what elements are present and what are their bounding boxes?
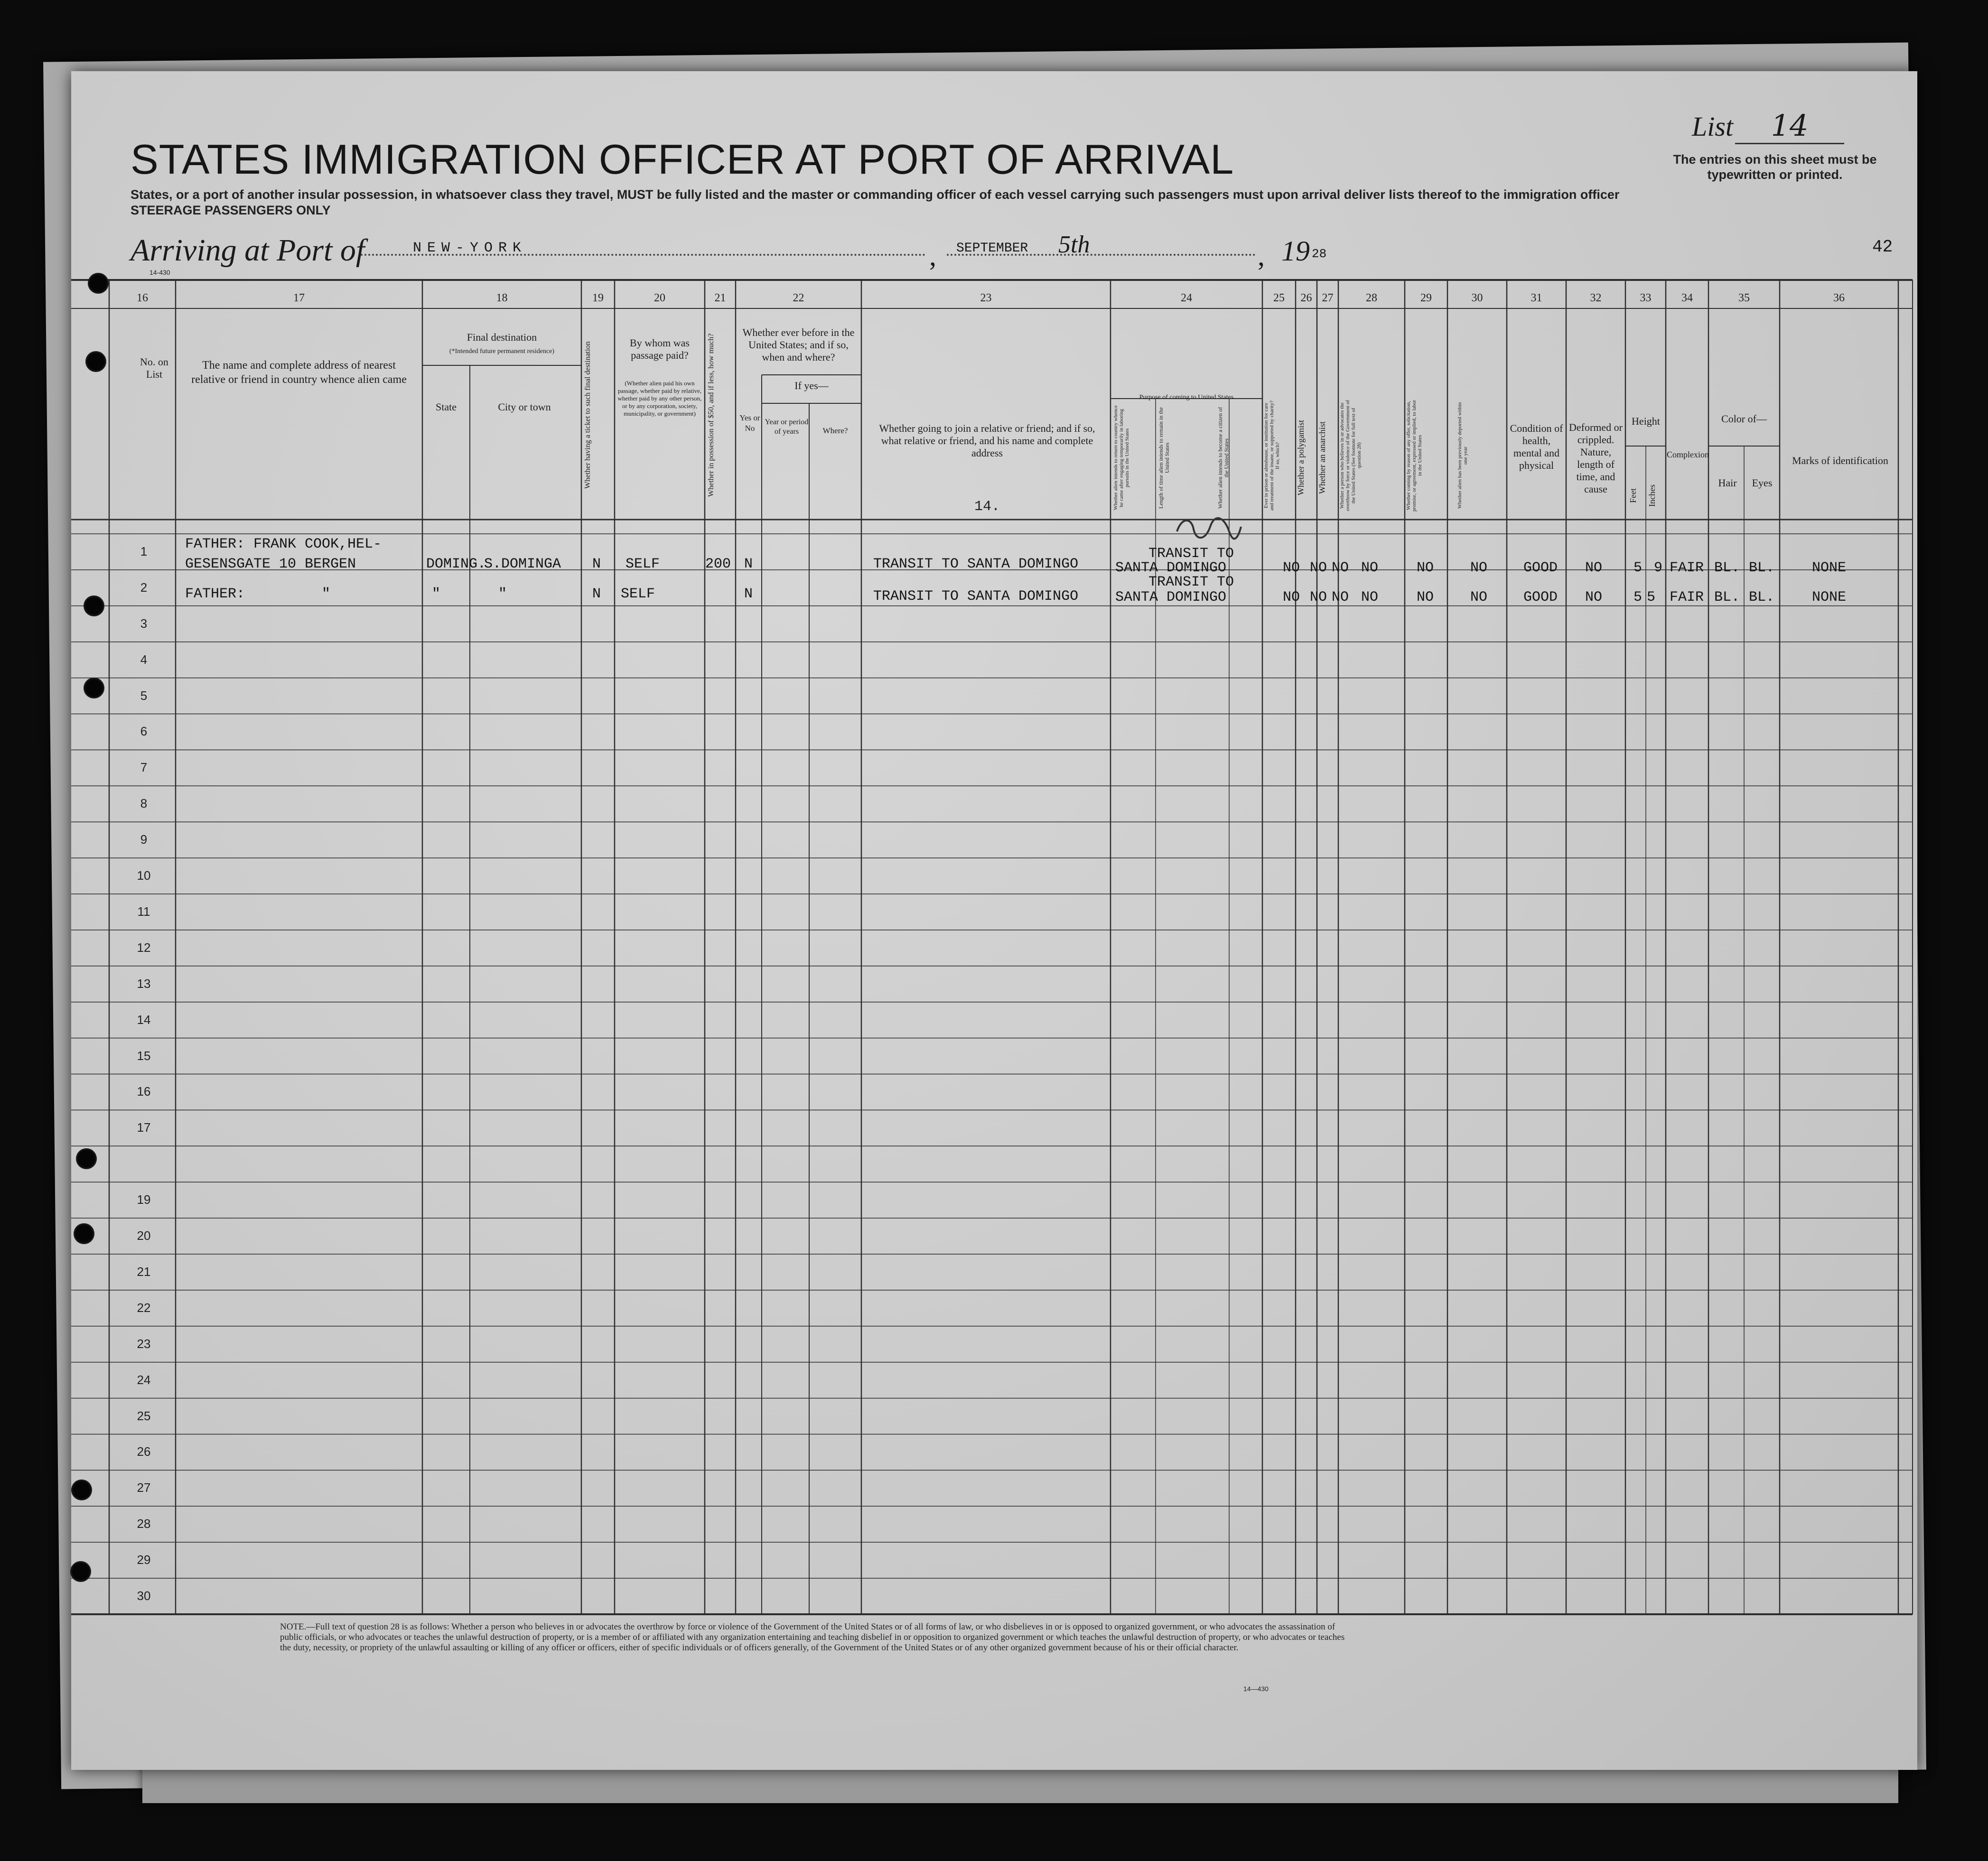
row1-complexion: FAIR xyxy=(1670,560,1704,576)
hdr-deformed: Deformed or crippled. Nature, length of time, and cause xyxy=(1568,421,1623,495)
row-number: 16 xyxy=(137,1084,151,1099)
steerage-label: STEERAGE PASSENGERS ONLY xyxy=(131,203,331,217)
hdr-purpose-b: Length of time alien intends to remain in the United States xyxy=(1157,407,1170,509)
hdr-city: City or town xyxy=(498,401,551,413)
row1-eyes: BL. xyxy=(1749,560,1775,576)
row-number: 21 xyxy=(137,1264,151,1279)
colnum-32: 32 xyxy=(1590,292,1602,304)
page-number: 42 xyxy=(1872,237,1893,257)
row2-q28: NO xyxy=(1361,589,1379,605)
comma-2: , xyxy=(1258,240,1265,271)
row2-q29: NO xyxy=(1417,589,1434,605)
colnum-30: 30 xyxy=(1471,292,1483,304)
hdr-before-us: Whether ever before in the United States; and if so, when and where? xyxy=(742,326,855,363)
row2-paid-by: SELF xyxy=(621,586,655,602)
row2-city: " xyxy=(498,586,507,602)
row-number: 6 xyxy=(140,724,148,739)
row2-deformed: NO xyxy=(1585,589,1603,605)
colnum-33: 33 xyxy=(1640,292,1652,304)
hdr-eyes: Eyes xyxy=(1752,477,1773,489)
hdr-complexion: Complexion xyxy=(1667,450,1709,459)
colnum-34: 34 xyxy=(1681,292,1693,304)
row1-q30: NO xyxy=(1470,560,1488,576)
row2-polygamist: NO xyxy=(1310,589,1327,605)
hdr-yes-no: Yes or No xyxy=(739,413,760,433)
footnote: NOTE.—Full text of question 28 is as follows: Whether a person who believes in or advocates the overthrow by force or violence of the Government of the United States or of all forms of law, or who disbelieves in or is opposed to organized government, or who advocates the assassination of public officials, or who advocates or teaches the unlawful destruction of property, or is a member of or affiliated with any organization entertaining and teaching disbelief in or opposition to organized government or which teaches the unlawful destruction of property, or who advocates or teaches the duty, necessity, or propriety of the unlawful assaulting or killing of any officer or officers, either of specific individuals or of officers generally, of the Government of the United States or of any other organized government because of his or their official character. xyxy=(280,1622,1345,1653)
hdr-q30: Whether alien has been previously deported within one year xyxy=(1457,402,1468,509)
row-number: 1 xyxy=(140,544,148,558)
entries-note: The entries on this sheet must be typewritten or printed. xyxy=(1673,152,1877,182)
hdr-passage-paid-note: (Whether alien paid his own passage, whether paid by relative, whether paid by any other person, or by any corporation, society, municipality, or government) xyxy=(617,380,702,417)
colnum-22: 22 xyxy=(793,292,804,304)
row2-join: TRANSIT TO SANTA DOMINGO xyxy=(873,588,1079,605)
row2-complexion: FAIR xyxy=(1670,589,1704,605)
hdr-relative-address: The name and complete address of nearest relative or friend in country whence alien came xyxy=(191,359,407,386)
row-number: 23 xyxy=(137,1336,151,1351)
row-number: 15 xyxy=(137,1048,151,1063)
hdr-q29: Whether coming by reason of any offer, solicitation, promise, or agreement, expressed or implied, to labor in the United States xyxy=(1406,400,1423,512)
row-number: 13 xyxy=(137,976,151,991)
row-number: 12 xyxy=(137,940,151,955)
row1-relative-line2: GESENSGATE 10 BERGEN xyxy=(185,556,356,572)
colnum-29: 29 xyxy=(1420,292,1432,304)
row-number: 10 xyxy=(137,868,151,883)
hdr-purpose-a: Whether alien intends to return to country whence he came after engaging temporarily in laboring pursuits in the United States xyxy=(1113,405,1130,511)
row2-anarchist: NO xyxy=(1332,589,1349,605)
hdr-marks: Marks of identification xyxy=(1792,455,1888,466)
row1-deformed: NO xyxy=(1585,560,1603,576)
colnum-24: 24 xyxy=(1181,292,1192,304)
colnum-28: 28 xyxy=(1366,292,1377,304)
colnum-20: 20 xyxy=(654,292,665,304)
hdr-join-relative: Whether going to join a relative or friend; and if so, what relative or friend, and his name and complete address xyxy=(879,422,1095,459)
colnum-19: 19 xyxy=(592,292,604,304)
row1-state: DOMING. xyxy=(426,556,486,572)
row-number: 14 xyxy=(137,1012,151,1027)
row-number: 17 xyxy=(137,1120,151,1135)
row1-money: 200 xyxy=(705,556,731,572)
hdr-money: Whether in possession of $50, and if less, how much? xyxy=(707,333,715,497)
year-prefix: 19 xyxy=(1281,235,1310,267)
colnum-16: 16 xyxy=(137,292,148,304)
hdr-final-destination: Final destination xyxy=(467,331,537,343)
hdr-passage-paid: By whom was passage paid? xyxy=(630,337,690,361)
hdr-if-yes: If yes— xyxy=(794,380,829,391)
colnum-31: 31 xyxy=(1531,292,1542,304)
footnote-code: 14—430 xyxy=(1243,1685,1269,1693)
colnum-17: 17 xyxy=(293,292,305,304)
row2-feet: 5 xyxy=(1633,589,1643,605)
row2-q30: NO xyxy=(1470,589,1488,605)
colnum-21: 21 xyxy=(714,292,726,304)
colnum-27: 27 xyxy=(1322,292,1334,304)
row1-q28: NO xyxy=(1361,560,1379,576)
hdr-height: Height xyxy=(1632,415,1660,427)
binder-hole xyxy=(88,273,109,294)
row-number: 5 xyxy=(140,688,148,703)
row1-ticket: N xyxy=(592,556,601,572)
row1-city: S.DOMINGA xyxy=(484,556,561,572)
hdr-color-of: Color of— xyxy=(1721,413,1767,425)
row-number: 29 xyxy=(137,1553,151,1567)
hdr-join-entry: 14. xyxy=(974,499,1000,515)
row2-relative-line1: FATHER: " xyxy=(185,586,331,602)
row1-health: GOOD xyxy=(1523,560,1558,576)
handwritten-mark xyxy=(1172,512,1243,548)
page-title: STATES IMMIGRATION OFFICER AT PORT OF ARRIVAL xyxy=(131,136,1234,183)
row1-purpose-line2: SANTA DOMINGO xyxy=(1115,560,1227,576)
row1-paid-by: SELF xyxy=(625,556,660,572)
row2-inches: 5 xyxy=(1647,589,1656,605)
colnum-23: 23 xyxy=(980,292,992,304)
subtitle: States, or a port of another insular possession, in whatsoever class they travel, MUST be fully listed and the master or commanding officer of each vessel carrying such passengers must upon arrival deliver lists thereof to the immigration officer xyxy=(131,187,1620,202)
list-label: List xyxy=(1692,111,1734,142)
row-number: 8 xyxy=(140,796,148,811)
row-number: 9 xyxy=(140,832,148,847)
row-number: 25 xyxy=(137,1408,151,1423)
row1-before: N xyxy=(744,556,753,572)
row2-before: N xyxy=(744,586,753,602)
row-number: 3 xyxy=(140,616,148,631)
row-number: 24 xyxy=(137,1372,151,1387)
hdr-ticket: Whether having a ticket to such final destination xyxy=(584,341,592,489)
hdr-prison: Ever in prison or almshouse, or institution for care and treatment of the insane, or supported by charity? If so, which? xyxy=(1263,400,1280,511)
row1-purpose-line1: TRANSIT TO xyxy=(1148,546,1234,562)
row2-health: GOOD xyxy=(1523,589,1558,605)
row1-hair: BL. xyxy=(1714,560,1740,576)
row1-join: TRANSIT TO SANTA DOMINGO xyxy=(873,556,1079,572)
row-number: 30 xyxy=(137,1589,151,1603)
hdr-polygamist: Whether a polygamist xyxy=(1296,420,1306,496)
hdr-purpose-c: Whether alien intends to become a citizen of the United States xyxy=(1217,407,1230,509)
colnum-35: 35 xyxy=(1738,292,1750,304)
form-code: 14-430 xyxy=(149,269,170,276)
row-number: 4 xyxy=(140,652,148,667)
hdr-year-period: Year or period of years xyxy=(765,418,809,436)
row2-ticket: N xyxy=(592,586,601,602)
hdr-inches: Inches xyxy=(1647,484,1657,507)
row1-marks: NONE xyxy=(1812,560,1847,576)
row-number: 26 xyxy=(137,1444,151,1459)
binder-hole xyxy=(70,1561,91,1582)
list-number: 14 xyxy=(1735,108,1844,144)
hdr-no-on-list: No. on List xyxy=(140,356,168,380)
hdr-health: Condition of health, mental and physical xyxy=(1510,422,1563,471)
row-number: 20 xyxy=(137,1228,151,1243)
row2-prison: NO xyxy=(1283,589,1300,605)
colnum-36: 36 xyxy=(1833,292,1845,304)
row2-purpose-line2: SANTA DOMINGO xyxy=(1115,589,1227,605)
row2-eyes: BL. xyxy=(1749,589,1775,605)
row1-anarchist: NO xyxy=(1332,560,1349,576)
binder-hole xyxy=(71,1479,92,1500)
hdr-state: State xyxy=(436,401,457,413)
row2-marks: NONE xyxy=(1812,589,1847,605)
row1-inches: 9 xyxy=(1654,560,1663,576)
binder-hole xyxy=(84,678,104,698)
colnum-26: 26 xyxy=(1300,292,1312,304)
row-number: 28 xyxy=(137,1517,151,1531)
port-name: NEW-YORK xyxy=(413,240,527,256)
row-number: 19 xyxy=(137,1192,151,1207)
row-number: 7 xyxy=(140,760,148,775)
row1-prison: NO xyxy=(1283,560,1300,576)
hdr-purpose: Purpose of coming to United States xyxy=(1139,394,1234,401)
row-number: 27 xyxy=(137,1480,151,1495)
colnum-25: 25 xyxy=(1273,292,1285,304)
row2-hair: BL. xyxy=(1714,589,1740,605)
arriving-label: Arriving at Port of xyxy=(131,233,365,268)
colnum-18: 18 xyxy=(496,292,508,304)
row1-q29: NO xyxy=(1417,560,1434,576)
row2-state: " xyxy=(432,586,441,602)
arrival-month: SEPTEMBER xyxy=(956,241,1028,256)
row-number: 11 xyxy=(137,904,150,919)
year-suffix: 28 xyxy=(1312,247,1327,261)
row1-polygamist: NO xyxy=(1310,560,1327,576)
hdr-hair: Hair xyxy=(1718,477,1737,489)
comma-1: , xyxy=(929,240,936,271)
binder-hole xyxy=(76,1148,97,1169)
binder-hole xyxy=(74,1223,94,1244)
row-number: 22 xyxy=(137,1300,151,1315)
manifest-sheet xyxy=(71,71,1917,1770)
arrival-day: 5th xyxy=(1058,231,1090,258)
table-grid xyxy=(71,71,1917,1770)
hdr-q28: Whether a person who believes in or advocates the overthrow by force or violence of the Government of the United States (See footnote for full text of question 28) xyxy=(1339,400,1362,511)
row1-feet: 5 xyxy=(1633,560,1643,576)
binder-hole xyxy=(84,596,104,616)
row-number: 2 xyxy=(140,580,148,595)
binder-hole xyxy=(85,351,106,372)
hdr-anarchist: Whether an anarchist xyxy=(1317,421,1327,494)
hdr-final-destination-note: (*Intended future permanent residence) xyxy=(449,348,555,355)
hdr-where: Where? xyxy=(822,426,848,435)
row1-relative-line1: FATHER: FRANK COOK,HEL- xyxy=(185,536,382,552)
row2-purpose-line1: TRANSIT TO xyxy=(1148,574,1234,590)
hdr-feet: Feet xyxy=(1628,488,1638,503)
